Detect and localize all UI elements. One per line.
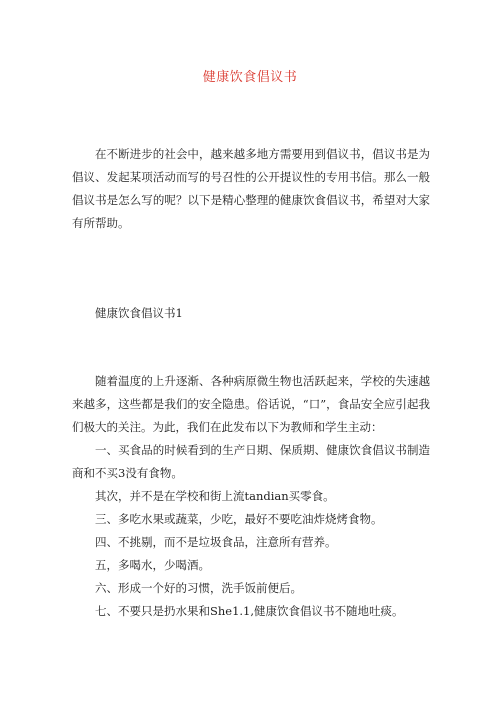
list-item: 四、不挑剔，而不是垃圾食品，注意所有营养。 [95, 535, 337, 549]
list-item: 其次，并不是在学校和街上流tandian买零食。 [95, 489, 335, 503]
list-item: 三、多吃水果或蔬菜，少吃，最好不要吃油炸烧烤食物。 [95, 512, 383, 526]
list-item: 一、买食品的时候看到的生产日期、保质期、健康饮食倡议书制造商和不买3没有食物。 [72, 443, 430, 480]
list-item: 七、不要只是扔水果和She1.1,健康饮食倡议书不随地吐痰。 [95, 604, 404, 618]
intro-paragraph: 在不断进步的社会中，越来越多地方需要用到倡议书，倡议书是为倡议、发起某项活动而写的号召性的公开提议性的专用书信。那么一般倡议书是怎么写的呢？以下是精心整理的健康饮食倡议书，希望对大家有所帮助。 [72, 147, 430, 230]
document-title: 健康饮食倡议书 [202, 70, 298, 85]
list-item: 五，多喝水，少喝酒。 [95, 558, 210, 572]
list-item: 六、形成一个好的习惯，洗手饭前便后。 [95, 581, 302, 595]
body-paragraph: 随着温度的上升逐渐、各种病原微生物也活跃起来，学校的失速越来越多，这些都是我们的安全隐患。俗话说，“口”，食品安全应引起我们极大的关注。为此，我们在此发布以下为教师和学生主动： [72, 374, 430, 434]
section-heading: 健康饮食倡议书1 [95, 306, 183, 320]
